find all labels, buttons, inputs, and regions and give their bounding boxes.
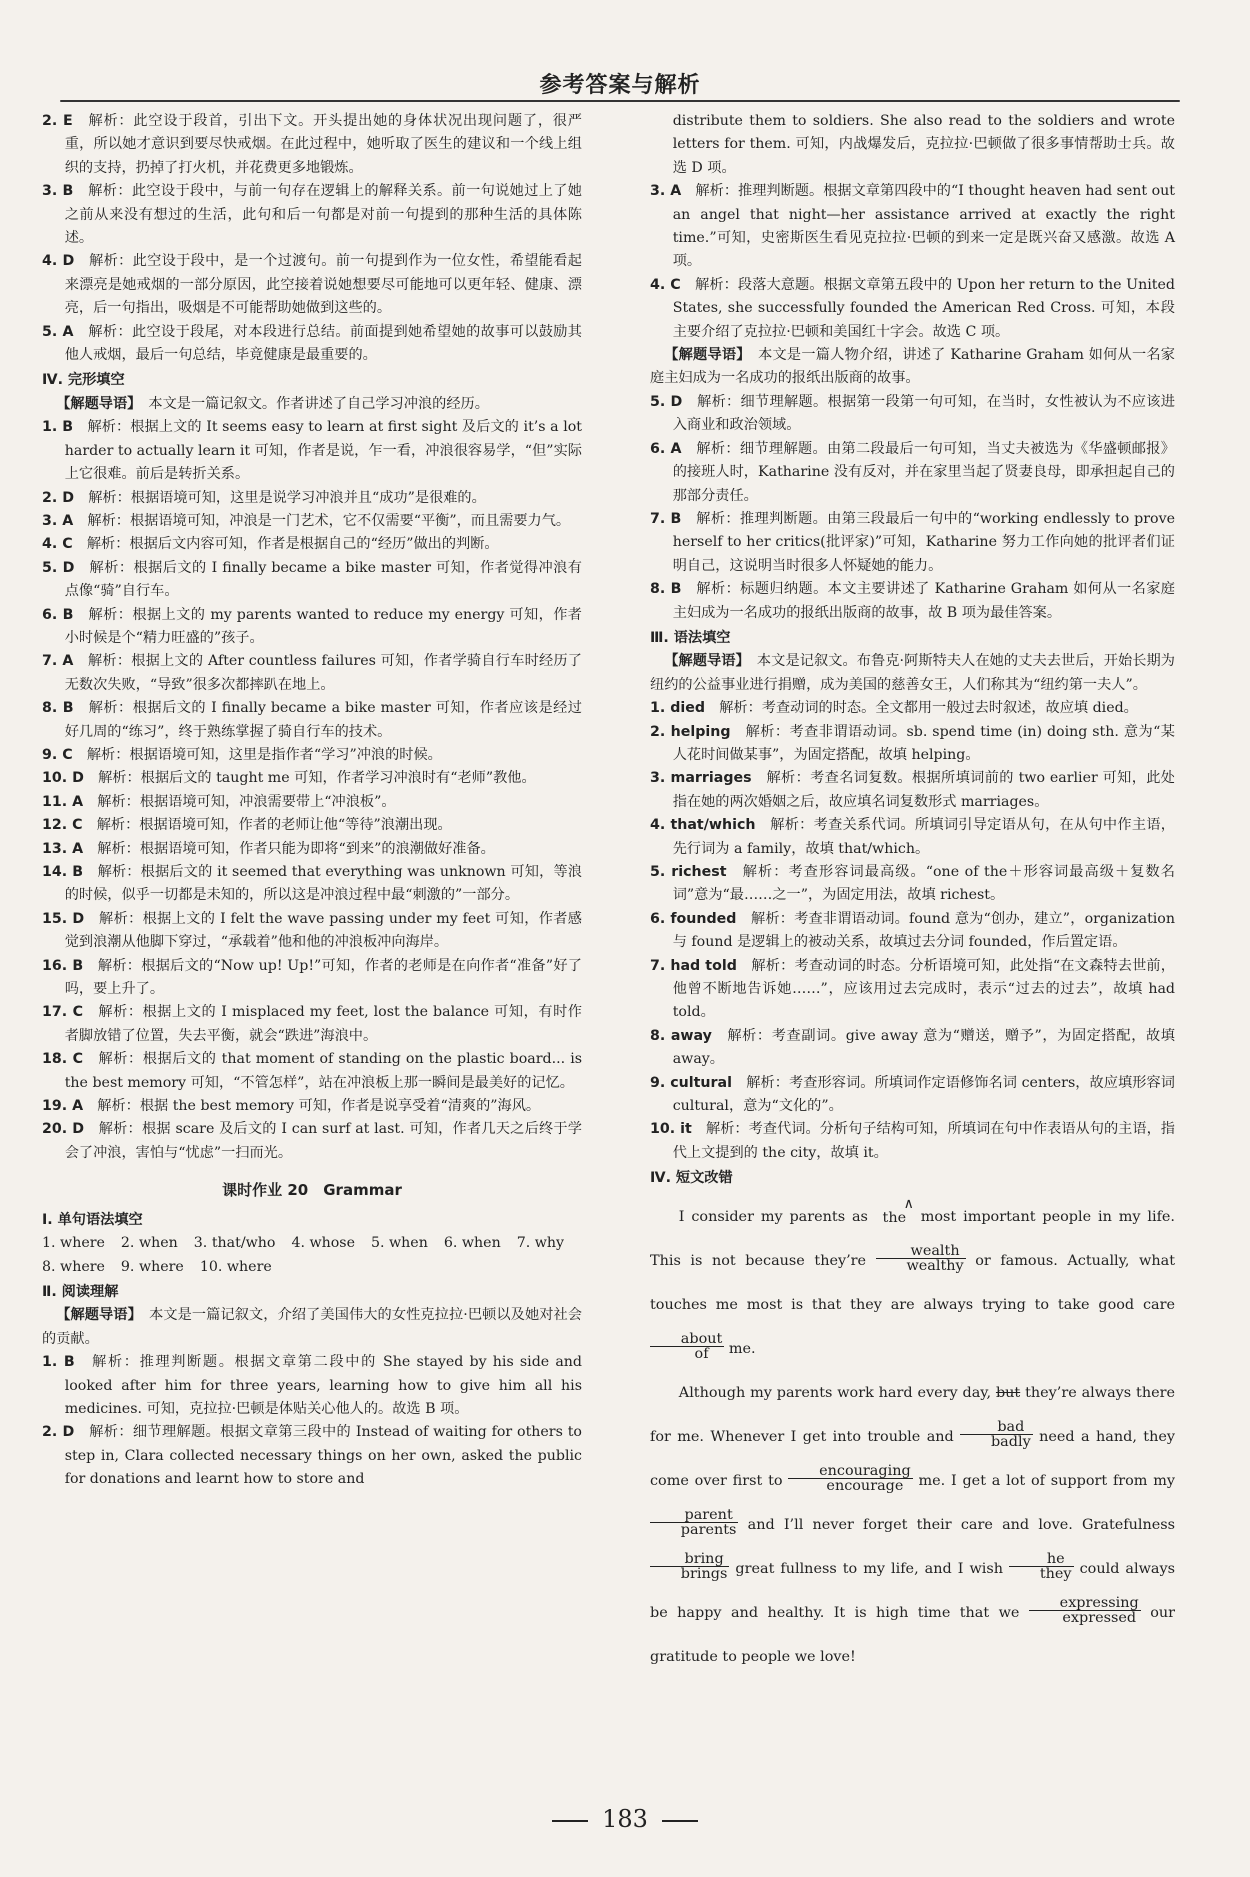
answer-explanation: 解析：考查动词的时态。分析语境可知，此处指“在文森特去世前，他曾不断地告诉她……”，应该用过去完成时，表示“过去的过去”，故填 had told。 xyxy=(672,957,1175,1021)
left-column xyxy=(42,110,582,1492)
answer-explanation: 解析：考查非谓语动词。sb. spend time (in) doing sth. 意为“某人花时间做某事”，为固定搭配，故填 helping。 xyxy=(672,723,1175,763)
passage-text: and I’ll never forget their care and love. Gratefulness xyxy=(747,1516,1175,1533)
answer-key: 9. C xyxy=(42,746,73,763)
answer-key: 19. A xyxy=(42,1098,84,1115)
grammar-answer: 3. that/who xyxy=(193,1235,276,1252)
answer-explanation: 解析：根据语境可知，这里是指作者“学习”冲浪的时候。 xyxy=(86,746,442,763)
answer-item xyxy=(650,391,1175,438)
answer-key: 12. C xyxy=(42,817,83,834)
grammar-answer: 1. where xyxy=(42,1235,105,1252)
page-footer xyxy=(0,1805,1250,1833)
answer-item xyxy=(42,250,582,320)
original-word: about xyxy=(650,1332,724,1347)
answer-explanation: 解析：根据 the best memory 可知，作者是说享受着“清爽的”海风。 xyxy=(97,1098,541,1115)
passage-text: most important people in my life. This is not because they’re xyxy=(650,1208,1175,1269)
answer-explanation: 解析：根据后文的 I finally became a bike master 可知，作者觉得冲浪有点像“骑”自行车。 xyxy=(64,559,582,600)
answer-continuation: distribute them to soldiers. She also read to the soldiers and wrote letters for them. 可知，内战爆发后，克拉拉·巴顿做了很多事情帮助士兵。故选 D 项。 xyxy=(672,113,1175,176)
answer-key: 8. B xyxy=(650,581,682,598)
answer-item xyxy=(42,955,582,1002)
passage-text: need a hand, they come over first to xyxy=(650,1428,1176,1489)
answer-item xyxy=(42,697,582,744)
answer-item xyxy=(42,1048,582,1095)
answer-explanation: 解析：根据上文的 I felt the wave passing under my feet 可知，作者感觉到浪潮从他脚下穿过，“承载着”他和他的冲浪板冲向海岸。 xyxy=(64,910,582,951)
footer-dash xyxy=(662,1820,698,1822)
answer-item xyxy=(42,1421,582,1491)
answer-explanation: 解析：考查副词。give away 意为“赠送，赠予”，为固定搭配，故填 away。 xyxy=(672,1027,1175,1068)
passage-text: could always be happy and healthy. It is high time that we xyxy=(650,1560,1176,1621)
guide-label: 【解题导语】 xyxy=(56,395,135,412)
answer-item xyxy=(42,838,582,861)
answer-item xyxy=(42,510,582,533)
answer-explanation: 解析：此空设于段尾，对本段进行总结。前面提到她希望她的故事可以鼓励其他人戒烟，最后一句总结，毕竟健康是最重要的。 xyxy=(64,323,582,364)
grammar-answer: 8. where xyxy=(42,1258,105,1275)
corrected-word: wealthy xyxy=(906,1258,964,1275)
answer-item xyxy=(650,180,1175,274)
guide-label: 【解题导语】 xyxy=(664,347,744,364)
original-word: encouraging xyxy=(788,1464,912,1479)
answer-explanation: 解析：根据后文的 I finally became a bike master 可知，作者应该是经过好几周的“练习”，终于熟练掌握了骑自行车的技术。 xyxy=(64,700,582,740)
answer-explanation: 解析：细节理解题。根据文章第三段中的 Instead of waiting for others to step in, Clara collected necessary things on her own, asked the public for donations and learnt how to store and xyxy=(64,1424,582,1488)
answer-key: 9. cultural xyxy=(650,1074,732,1091)
answer-explanation: 解析：考查形容词最高级。“one of the＋形容词最高级＋复数名词”意为“最……之一”，为固定用法，故填 richest。 xyxy=(672,864,1175,904)
answer-explanation: 解析：根据后文内容可知，作者是根据自己的“经历”做出的判断。 xyxy=(86,536,499,553)
answer-explanation: 解析：根据语境可知，作者只能为即将“到来”的浪潮做好准备。 xyxy=(97,840,495,857)
answer-item xyxy=(42,1351,582,1421)
answer-explanation: 解析：细节理解题。根据第一段第一句可知，在当时，女性被认为不应该进入商业和政治领域。 xyxy=(672,393,1175,434)
original-word: wealth xyxy=(876,1244,966,1259)
answer-explanation: 解析：根据上文的 After countless failures 可知，作者学骑自行车时经历了无数次失败，“导致”很多次都摔趴在地上。 xyxy=(64,653,582,693)
answer-key: 15. D xyxy=(42,910,85,927)
answer-item xyxy=(650,508,1175,578)
answer-explanation: 解析：标题归纳题。本文主要讲述了 Katharine Graham 如何从一名家庭主妇成为一名成功的报纸出版商的故事，故 B 项为最佳答案。 xyxy=(672,581,1175,621)
answer-key: 2. helping xyxy=(650,723,731,740)
corrected-word: brings xyxy=(680,1566,728,1583)
answer-item xyxy=(650,814,1175,861)
guide-text: 本文是一篇记叙文，介绍了美国伟大的女性克拉拉·巴顿以及她对社会的贡献。 xyxy=(42,1307,582,1347)
answer-key: 14. B xyxy=(42,864,84,880)
answer-key: 5. A xyxy=(42,323,74,340)
corrected-word: of xyxy=(694,1346,709,1363)
homework-title: 课时作业 20 Grammar xyxy=(222,1181,402,1200)
answer-key: 20. D xyxy=(42,1121,85,1138)
answer-explanation: 解析：此空设于段中，与前一句存在逻辑上的解释关系。前一句说她过上了她之前从来没有想过的生活，此句和后一句都是对前一句提到的那种生活的具体陈述。 xyxy=(64,183,582,247)
passage-text: I consider my parents as xyxy=(678,1208,868,1225)
answer-explanation: 解析：根据后文的 it seemed that everything was unknown 可知，等浪的时候，似乎一切都是未知的，所以这是冲浪过程中最“刺激的”一部分。 xyxy=(64,864,582,904)
grammar-answer: 10. where xyxy=(199,1258,272,1275)
answer-key: 4. C xyxy=(42,536,73,553)
answer-item xyxy=(650,438,1175,508)
original-word: he xyxy=(1009,1552,1074,1567)
answer-key: 11. A xyxy=(42,793,84,810)
corrected-word: they xyxy=(1039,1566,1072,1583)
answer-explanation: 解析：根据上文的 my parents wanted to reduce my energy 可知，作者小时候是个“精力旺盛的”孩子。 xyxy=(64,606,582,646)
answer-explanation: 解析：此空设于段中，是一个过渡句。前一句提到作为一位女性，希望能看起来漂亮是她戒烟的一部分原因，此空接着说她想要尽可能地可以更年轻、健康、漂亮，后一句指出，吸烟是不可能帮助她做到这些的。 xyxy=(64,253,582,317)
answer-key: 3. B xyxy=(42,183,74,200)
answer-explanation: 解析：考查代词。分析句子结构可知，所填词在句中作表语从句的主语，指代上文提到的 the city，故填 it。 xyxy=(672,1121,1175,1161)
section-heading: Ⅳ. 短文改错 xyxy=(650,1170,733,1187)
answer-key: 17. C xyxy=(42,1004,84,1021)
answer-key: 18. C xyxy=(42,1051,84,1068)
passage-text: or famous. Actually, what touches me most is that they are always trying to take good care xyxy=(650,1252,1175,1313)
answer-explanation: 解析：根据后文的“Now up! Up!”可知，作者的老师是在向作者“准备”好了吗，要上升了。 xyxy=(64,957,582,998)
corrected-word: parents xyxy=(680,1522,737,1539)
left-tail-answers xyxy=(42,1304,582,1491)
answer-item xyxy=(650,274,1175,344)
correction-mark xyxy=(788,1464,912,1493)
grammar-answer: 9. where xyxy=(120,1258,184,1275)
answer-key: 10. D xyxy=(42,770,84,787)
answer-key: 7. A xyxy=(42,653,74,670)
grammar-answer: 5. when xyxy=(370,1235,428,1252)
answer-key: 3. A xyxy=(42,512,74,529)
correction-mark xyxy=(650,1508,738,1537)
guide-text: 本文是记叙文。布鲁克·阿斯特夫人在她的丈夫去世后，开始长期为纽约的公益事业进行捐赠，成为美国的慈善女王，人们称其为“纽约第一夫人”。 xyxy=(650,653,1175,693)
answer-key: 7. B xyxy=(650,510,682,527)
original-word: bring xyxy=(650,1552,729,1567)
answer-key: 5. D xyxy=(42,559,75,576)
correction-mark xyxy=(650,1332,724,1361)
answer-item xyxy=(650,908,1175,955)
answer-explanation: 解析：根据语境可知，冲浪需要带上“冲浪板”。 xyxy=(97,793,396,810)
answer-item xyxy=(42,533,582,556)
answer-key: 6. A xyxy=(650,440,682,457)
answer-key: 16. B xyxy=(42,957,84,974)
right-answers xyxy=(650,110,1175,1191)
answer-key: 5. richest xyxy=(650,864,727,880)
insertion-mark: ∧ the xyxy=(882,1195,914,1226)
answer-key: 2. D xyxy=(42,1424,75,1441)
answer-item xyxy=(650,861,1175,908)
answer-item xyxy=(42,110,582,180)
corrected-word: badly xyxy=(990,1434,1031,1451)
answer-item xyxy=(42,416,582,486)
answer-explanation: 解析：推理判断题。根据文章第四段中的“I thought heaven had sent out an angel that night—her assistance arrived at exactly the right time.”可知，史密斯医生看见克拉拉·巴顿的到来一定是既兴奋又感激。故选 A 项。 xyxy=(672,183,1175,270)
correction-mark xyxy=(876,1244,966,1273)
passage-text: they’re always there for me. Whenever I get into trouble and xyxy=(650,1384,1176,1445)
correction-mark xyxy=(1009,1552,1074,1581)
header-rule xyxy=(60,100,1180,102)
correction-paragraph xyxy=(650,1371,1175,1679)
answer-item xyxy=(650,1025,1175,1072)
passage-text: our gratitude to people we love! xyxy=(650,1604,1176,1665)
passage-text: great fullness to my life, and I wish xyxy=(735,1560,1004,1577)
guide-paragraph xyxy=(650,344,1175,391)
answer-item xyxy=(42,744,582,767)
answer-key: 1. B xyxy=(42,1354,75,1371)
original-word: parent xyxy=(650,1508,738,1523)
answer-explanation: 解析：考查形容词。所填词作定语修饰名词 centers，故应填形容词 cultural，意为“文化的”。 xyxy=(672,1074,1175,1115)
answer-explanation: 解析：段落大意题。根据文章第五段中的 Upon her return to the United States, she successfully founded the American Red Cross. 可知，本段主要介绍了克拉拉·巴顿和美国红十字会。故选 C 项。 xyxy=(672,276,1175,340)
correction-mark xyxy=(960,1420,1033,1449)
guide-label: 【解题导语】 xyxy=(664,653,743,670)
answer-item xyxy=(42,180,582,250)
answer-item xyxy=(42,767,582,790)
footer-dash xyxy=(552,1820,588,1822)
inserted-word: the xyxy=(882,1209,907,1226)
grammar-answer: 4. whose xyxy=(291,1235,355,1252)
answer-explanation: 解析：根据语境可知，作者的老师让他“等待”浪潮出现。 xyxy=(96,817,452,834)
answer-key: 7. had told xyxy=(650,957,737,974)
answer-explanation: 解析：考查名词复数。根据所填词前的 two earlier 可知，此处指在她的两次婚姻之后，故应填名词复数形式 marriages。 xyxy=(672,770,1175,810)
answer-item xyxy=(42,1001,582,1048)
right-column xyxy=(650,110,1175,1679)
answer-item xyxy=(650,721,1175,768)
corrected-word: expressed xyxy=(1062,1610,1137,1627)
header-title: 参考答案与解析 xyxy=(539,73,701,98)
answer-key: 5. D xyxy=(650,393,683,410)
answer-explanation: 解析：推理判断题。由第三段最后一句中的“working endlessly to prove herself to her critics(批评家)”可知，Katharine 努力工作向她的批评者们证明自己，这说明当时很多人怀疑她的能力。 xyxy=(672,510,1175,574)
answer-key: 4. that/which xyxy=(650,817,756,834)
page-header xyxy=(60,62,1180,106)
correction-mark xyxy=(650,1552,729,1581)
answer-explanation: 解析：根据 scare 及后文的 I can surf at last. 可知，作者几天之后终于学会了冲浪，害怕与“忧虑”一扫而光。 xyxy=(64,1121,582,1161)
answer-key: 2. D xyxy=(42,489,74,506)
answer-item xyxy=(650,1072,1175,1119)
answer-key: 3. A xyxy=(650,183,682,200)
grammar-answer: 6. when xyxy=(443,1235,501,1252)
passage-text: Although my parents work hard every day, xyxy=(678,1384,992,1401)
answer-explanation: 解析：根据上文的 It seems easy to learn at first sight 及后文的 it’s a lot harder to actually learn it 可知，作者是说，乍一看，冲浪很容易学，“但”实际上它很难。前后是转折关系。 xyxy=(64,419,582,483)
answer-key: 1. died xyxy=(650,700,705,717)
guide-text: 本文是一篇人物介绍，讲述了 Katharine Graham 如何从一名家庭主妇成为一名成功的报纸出版商的故事。 xyxy=(650,347,1175,387)
answer-explanation: 解析：根据语境可知，这里是说学习冲浪并且“成功”是很难的。 xyxy=(88,489,486,506)
guide-text: 本文是一篇记叙文。作者讲述了自己学习冲浪的经历。 xyxy=(148,395,489,412)
guide-paragraph xyxy=(650,650,1175,697)
answer-explanation: 解析：细节理解题。由第二段最后一句可知，当丈夫被选为《华盛顿邮报》的接班人时，Katharine 没有反对，并在家里当起了贤妻良母，即承担起自己的那部分责任。 xyxy=(672,440,1175,504)
answer-explanation: 解析：考查非谓语动词。found 意为“创办，建立”，organization 与 found 是逻辑上的被动关系，故填过去分词 founded，作后置定语。 xyxy=(672,910,1175,951)
original-word: expressing xyxy=(1029,1596,1141,1611)
answer-item xyxy=(42,487,582,510)
answer-explanation: 解析：根据语境可知，冲浪是一门艺术，它不仅需要“平衡”，而且需要力气。 xyxy=(87,512,571,529)
section-heading: Ⅲ. 语法填空 xyxy=(650,629,731,646)
answer-item xyxy=(650,697,1175,720)
passage-text: me. xyxy=(728,1340,756,1357)
answer-explanation: 解析：根据上文的 I misplaced my feet, lost the balance 可知，有时作者脚放错了位置，失去平衡，就会“跌进”海浪中。 xyxy=(64,1004,582,1044)
answer-item xyxy=(42,791,582,814)
answer-key: 1. B xyxy=(42,419,74,436)
answer-key: 6. founded xyxy=(650,910,737,927)
answer-item xyxy=(42,321,582,368)
answer-explanation: 解析：推理判断题。根据文章第二段中的 She stayed by his side and looked after him for three years, learning how to give him all his medicines. 可知，克拉拉·巴顿是体贴关心他人的。故选 B 项。 xyxy=(64,1354,582,1417)
answer-explanation: 解析：考查关系代词。所填词引导定语从句，在从句中作主语，先行词为 a family，故填 that/which。 xyxy=(672,817,1175,857)
original-word: bad xyxy=(960,1420,1033,1435)
section-heading: Ⅰ. 单句语法填空 xyxy=(42,1211,143,1228)
answer-key: 4. D xyxy=(42,253,75,270)
section-heading: Ⅳ. 完形填空 xyxy=(42,372,125,389)
answer-item xyxy=(42,1118,582,1165)
answer-explanation: 解析：根据后文的 taught me 可知，作者学习冲浪时有“老师”教他。 xyxy=(98,770,536,787)
guide-paragraph xyxy=(42,393,582,416)
answer-key: 13. A xyxy=(42,840,84,857)
answer-key: 3. marriages xyxy=(650,770,752,787)
guide-paragraph xyxy=(42,1304,582,1351)
answer-key: 4. C xyxy=(650,276,681,293)
left-answers xyxy=(42,110,582,1165)
grammar-answer: 7. why xyxy=(516,1235,565,1252)
error-correction-passage xyxy=(650,1195,1175,1679)
answer-item xyxy=(42,861,582,908)
section-heading: Ⅱ. 阅读理解 xyxy=(42,1283,119,1300)
answer-key: 6. B xyxy=(42,606,74,623)
answer-explanation: 解析：此空设于段首，引出下文。开头提出她的身体状况出现问题了，很严重，所以她才意识到要尽快戒烟。在此过程中，她听取了医生的建议和一个线上组织的支持，扔掉了打火机，并花费更多地锻炼。 xyxy=(64,113,582,176)
correction-paragraph xyxy=(650,1195,1175,1371)
answer-explanation: 解析：根据后文的 that moment of standing on the plastic board... is the best memory 可知，“不管怎样”，站在冲浪板上那一瞬间是最美好的记忆。 xyxy=(64,1051,583,1091)
answer-item xyxy=(650,578,1175,625)
answer-key: 8. away xyxy=(650,1027,712,1044)
answer-item xyxy=(650,767,1175,814)
answer-item xyxy=(650,955,1175,1025)
answer-key: 10. it xyxy=(650,1121,692,1138)
answer-item xyxy=(650,1118,1175,1165)
page-number: 183 xyxy=(602,1805,648,1833)
corrected-word: encourage xyxy=(826,1478,904,1495)
grammar-answers xyxy=(42,1232,582,1279)
answer-item xyxy=(42,908,582,955)
deleted-word: but xyxy=(995,1384,1021,1401)
correction-mark xyxy=(1029,1596,1141,1625)
answer-item xyxy=(42,557,582,604)
answer-item xyxy=(42,1095,582,1118)
answer-key: 2. E xyxy=(42,113,73,129)
answer-item xyxy=(42,650,582,697)
grammar-answer: 2. when xyxy=(120,1235,178,1252)
answer-explanation: 解析：考查动词的时态。全文都用一般过去时叙述，故应填 died。 xyxy=(719,700,1138,717)
answer-item xyxy=(42,814,582,837)
passage-text: me. I get a lot of support from my xyxy=(918,1472,1176,1489)
answer-key: 8. B xyxy=(42,700,74,717)
guide-label: 【解题导语】 xyxy=(56,1307,135,1324)
answer-item xyxy=(42,604,582,651)
